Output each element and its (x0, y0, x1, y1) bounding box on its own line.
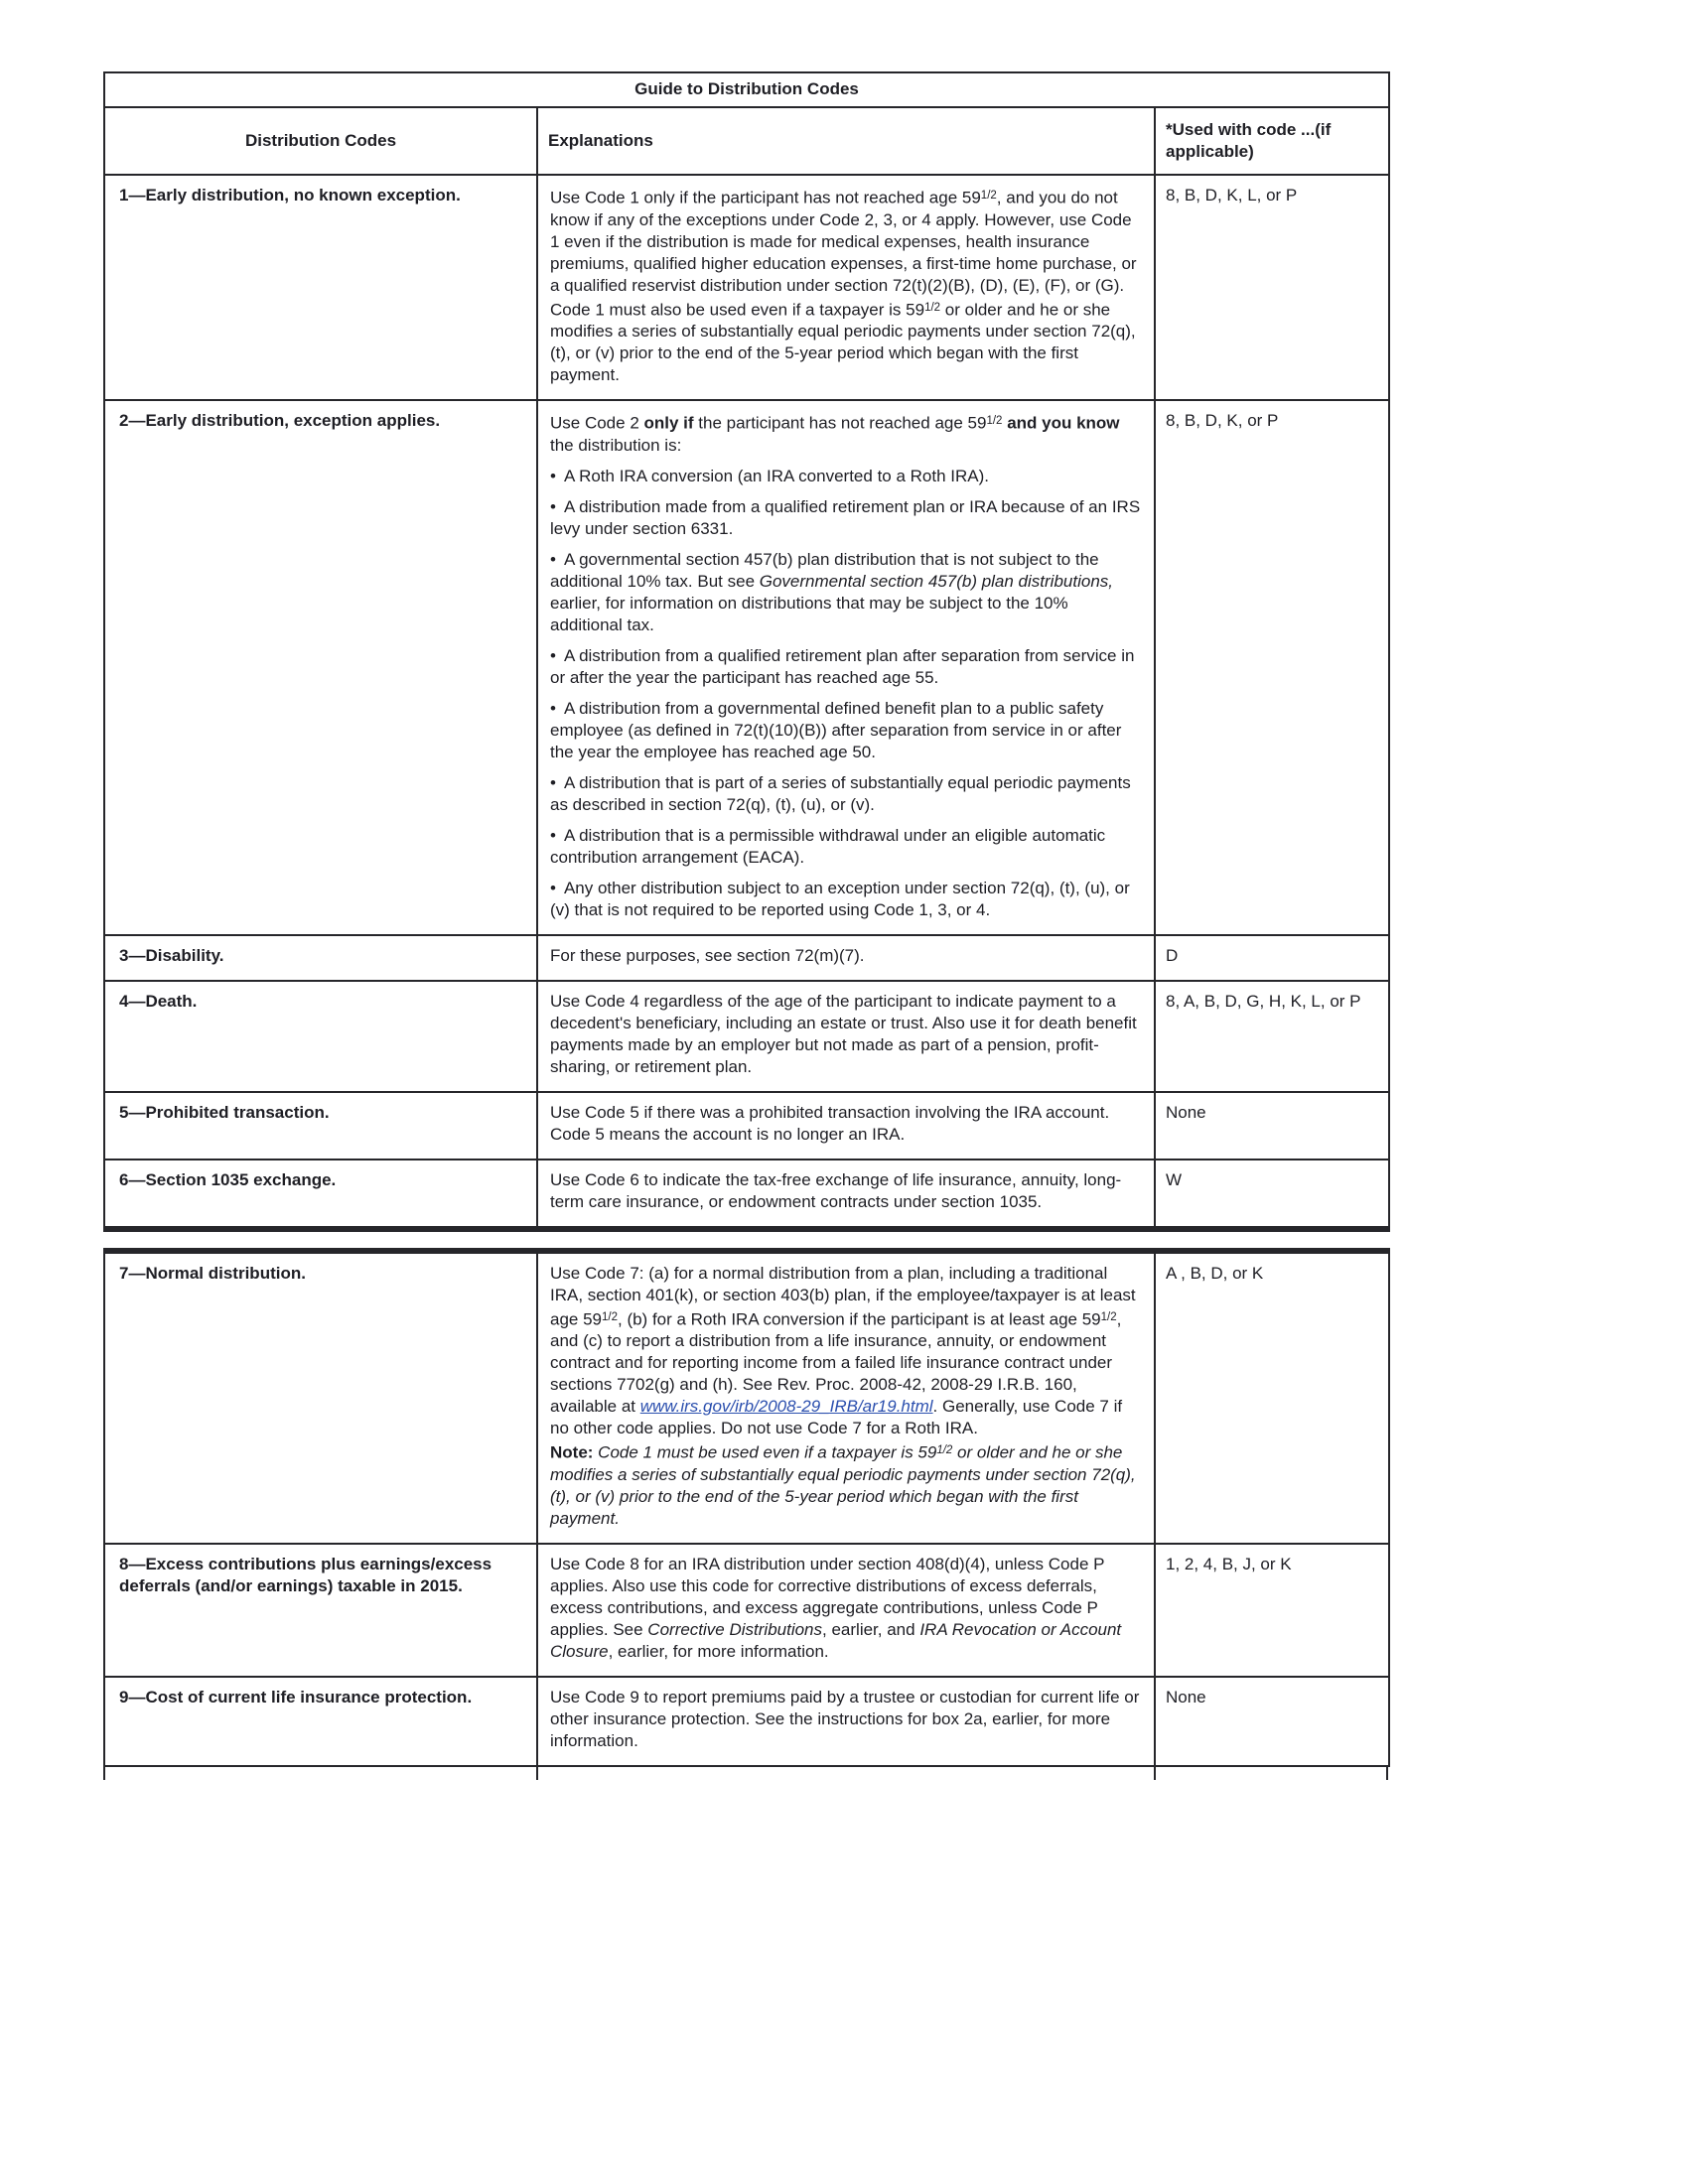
table-row (104, 981, 1389, 1092)
table-title-row (104, 72, 1389, 107)
bullet-icon: • (550, 549, 556, 569)
distribution-code-cell: 3—Disability. (104, 935, 537, 981)
table-row (104, 175, 1389, 400)
explanation-cell (537, 175, 1155, 400)
explanation-cell (537, 400, 1155, 935)
bullet-item: • A distribution that is a permissible withdrawal under an eligible automatic contribution arrangement (EACA). (550, 825, 1106, 867)
paragraph: Note: Code 1 must be used even if a taxpayer is $59^{1/2}$ or older and he or she modifies a series of substantially equal periodic payments under section 72(q), (t), or (v) prior to the end of the 5-year period which began with the first payment. (550, 1442, 1136, 1528)
bullet-icon: • (550, 645, 556, 665)
table-row (104, 1160, 1389, 1229)
explanation-cell (537, 1092, 1155, 1160)
bullet-item: • A distribution that is part of a series of substantially equal periodic payments as described in section 72(q), (t), (u), or (v). (550, 772, 1131, 814)
explanation-cell (537, 1544, 1155, 1677)
col-header-used-with-code: *Used with code ...(if applicable) (1155, 107, 1389, 175)
bullet-icon: • (550, 698, 556, 718)
used-with-cell: D (1155, 935, 1389, 981)
distribution-code-cell: 6—Section 1035 exchange. (104, 1160, 537, 1229)
paragraph: Use Code 9 to report premiums paid by a trustee or custodian for current life or other insurance protection. See the instructions for box 2a, earlier, for more information. (550, 1687, 1140, 1750)
guide-to-distribution-codes-table (103, 71, 1388, 1780)
bullet-item: • A distribution from a governmental defined benefit plan to a public safety employee (as defined in 72(t)(10)(B)) after separation from service in or after the year the employee has reached age 50. (550, 698, 1122, 761)
used-with-cell: 8, A, B, D, G, H, K, L, or P (1155, 981, 1389, 1092)
table-row (104, 935, 1389, 981)
distribution-code-cell: 9—Cost of current life insurance protection. (104, 1677, 537, 1766)
distribution-code-cell: 4—Death. (104, 981, 537, 1092)
paragraph: Use Code 7: (a) for a normal distribution from a plan, including a traditional IRA, section 401(k), or section 403(b) plan, if the employee/taxpayer is at least age $59^{1/2}$, (b) for a Roth IRA conversion if the participant is at least age $59^{1/2}$, and (c) to report a distribution from a life insurance, annuity, or endowment contract and for reporting income from a failed life insurance contract under sections 7702(g) and (h). See Rev. Proc. 2008-42, 2008-29 I.R.B. 160, available at www.irs.gov/irb/2008-29_IRB/ar19.html. Generally, use Code 7 if no other code applies. Do not use Code 7 for a Roth IRA. (550, 1263, 1136, 1437)
irs-link[interactable]: www.irs.gov/irb/2008-29_IRB/ar19.html (639, 1397, 933, 1416)
distribution-code-cell: 7—Normal distribution. (104, 1251, 537, 1544)
used-with-cell: 8, B, D, K, L, or P (1155, 175, 1389, 400)
bullet-item: • A distribution made from a qualified retirement plan or IRA because of an IRS levy under section 6331. (550, 496, 1141, 538)
used-with-cell: None (1155, 1677, 1389, 1766)
distribution-codes-table-part-2 (103, 1248, 1390, 1767)
used-with-cell: W (1155, 1160, 1389, 1229)
bullet-item: • A distribution from a qualified retirement plan after separation from service in or after the year the participant has reached age 55. (550, 645, 1135, 687)
bullet-item: • A governmental section 457(b) plan distribution that is not subject to the additional 10% tax. But see Governmental section 457(b) plan distributions, earlier, for information on distributions that may be subject to the 10% additional tax. (550, 549, 1113, 634)
table-row (104, 1251, 1389, 1544)
cutoff-column-divider-1 (536, 1767, 538, 1780)
col-header-explanations: Explanations (537, 107, 1155, 175)
paragraph: Use Code 2 only if the participant has not reached age $59^{1/2}$ and you know the distribution is: (550, 413, 1120, 455)
table-header-row (104, 107, 1389, 175)
used-with-cell: A , B, D, or K (1155, 1251, 1389, 1544)
paragraph: Use Code 8 for an IRA distribution under section 408(d)(4), unless Code P applies. Also use this code for corrective distributions of excess deferrals, excess contributions, and excess aggregate contributions, unless Code P applies. See Corrective Distributions, earlier, and IRA Revocation or Account Closure, earlier, for more information. (550, 1554, 1122, 1661)
table-row (104, 1092, 1389, 1160)
table-body-codes-7-to-9 (104, 1251, 1389, 1766)
bullet-icon: • (550, 466, 556, 485)
distribution-code-cell: 1—Early distribution, no known exception. (104, 175, 537, 400)
table-section-gap (103, 1232, 1388, 1248)
table-row (104, 400, 1389, 935)
bullet-icon: • (550, 496, 556, 516)
explanation-cell (537, 1677, 1155, 1766)
used-with-cell: 8, B, D, K, or P (1155, 400, 1389, 935)
distribution-codes-table-part-1 (103, 71, 1390, 1232)
used-with-cell: None (1155, 1092, 1389, 1160)
paragraph: Use Code 6 to indicate the tax-free exchange of life insurance, annuity, long-term care insurance, or endowment contracts under section 1035. (550, 1169, 1122, 1211)
paragraph: Use Code 5 if there was a prohibited transaction involving the IRA account. Code 5 means the account is no longer an IRA. (550, 1102, 1110, 1144)
bullet-item: • A Roth IRA conversion (an IRA converted to a Roth IRA). (550, 466, 989, 485)
table-title: Guide to Distribution Codes (104, 72, 1389, 107)
cutoff-column-divider-2 (1154, 1767, 1156, 1780)
cutoff-next-row-stub (103, 1767, 1388, 1780)
paragraph: For these purposes, see section 72(m)(7). (550, 945, 865, 965)
bullet-icon: • (550, 772, 556, 792)
used-with-cell: 1, 2, 4, B, J, or K (1155, 1544, 1389, 1677)
table-body-codes-1-to-6 (104, 175, 1389, 1229)
bullet-icon: • (550, 825, 556, 845)
distribution-code-cell: 8—Excess contributions plus earnings/excess deferrals (and/or earnings) taxable in 2015. (104, 1544, 537, 1677)
col-header-distribution-codes: Distribution Codes (104, 107, 537, 175)
explanation-cell (537, 935, 1155, 981)
distribution-code-cell: 5—Prohibited transaction. (104, 1092, 537, 1160)
distribution-code-cell: 2—Early distribution, exception applies. (104, 400, 537, 935)
paragraph: Use Code 1 only if the participant has not reached age $59^{1/2}$, and you do not know if any of the exceptions under Code 2, 3, or 4 apply. However, use Code 1 even if the distribution is made for medical expenses, health insurance premiums, qualified higher education expenses, a first-time home purchase, or a qualified reservist distribution under section 72(t)(2)(B), (D), (E), (F), or (G). Code 1 must also be used even if a taxpayer is $59^{1/2}$ or older and he or she modifies a series of substantially equal periodic payments under section 72(q), (t), or (v) prior to the end of the 5-year period which began with the first payment. (550, 188, 1137, 384)
bullet-icon: • (550, 878, 556, 897)
explanation-cell (537, 1251, 1155, 1544)
table-row (104, 1677, 1389, 1766)
paragraph: Use Code 4 regardless of the age of the participant to indicate payment to a decedent's beneficiary, including an estate or trust. Also use it for death benefit payments made by an employer but not made as part of a pension, profit-sharing, or retirement plan. (550, 991, 1137, 1076)
explanation-cell (537, 1160, 1155, 1229)
explanation-cell (537, 981, 1155, 1092)
bullet-item: • Any other distribution subject to an exception under section 72(q), (t), (u), or (v) that is not required to be reported using Code 1, 3, or 4. (550, 878, 1130, 919)
table-row (104, 1544, 1389, 1677)
